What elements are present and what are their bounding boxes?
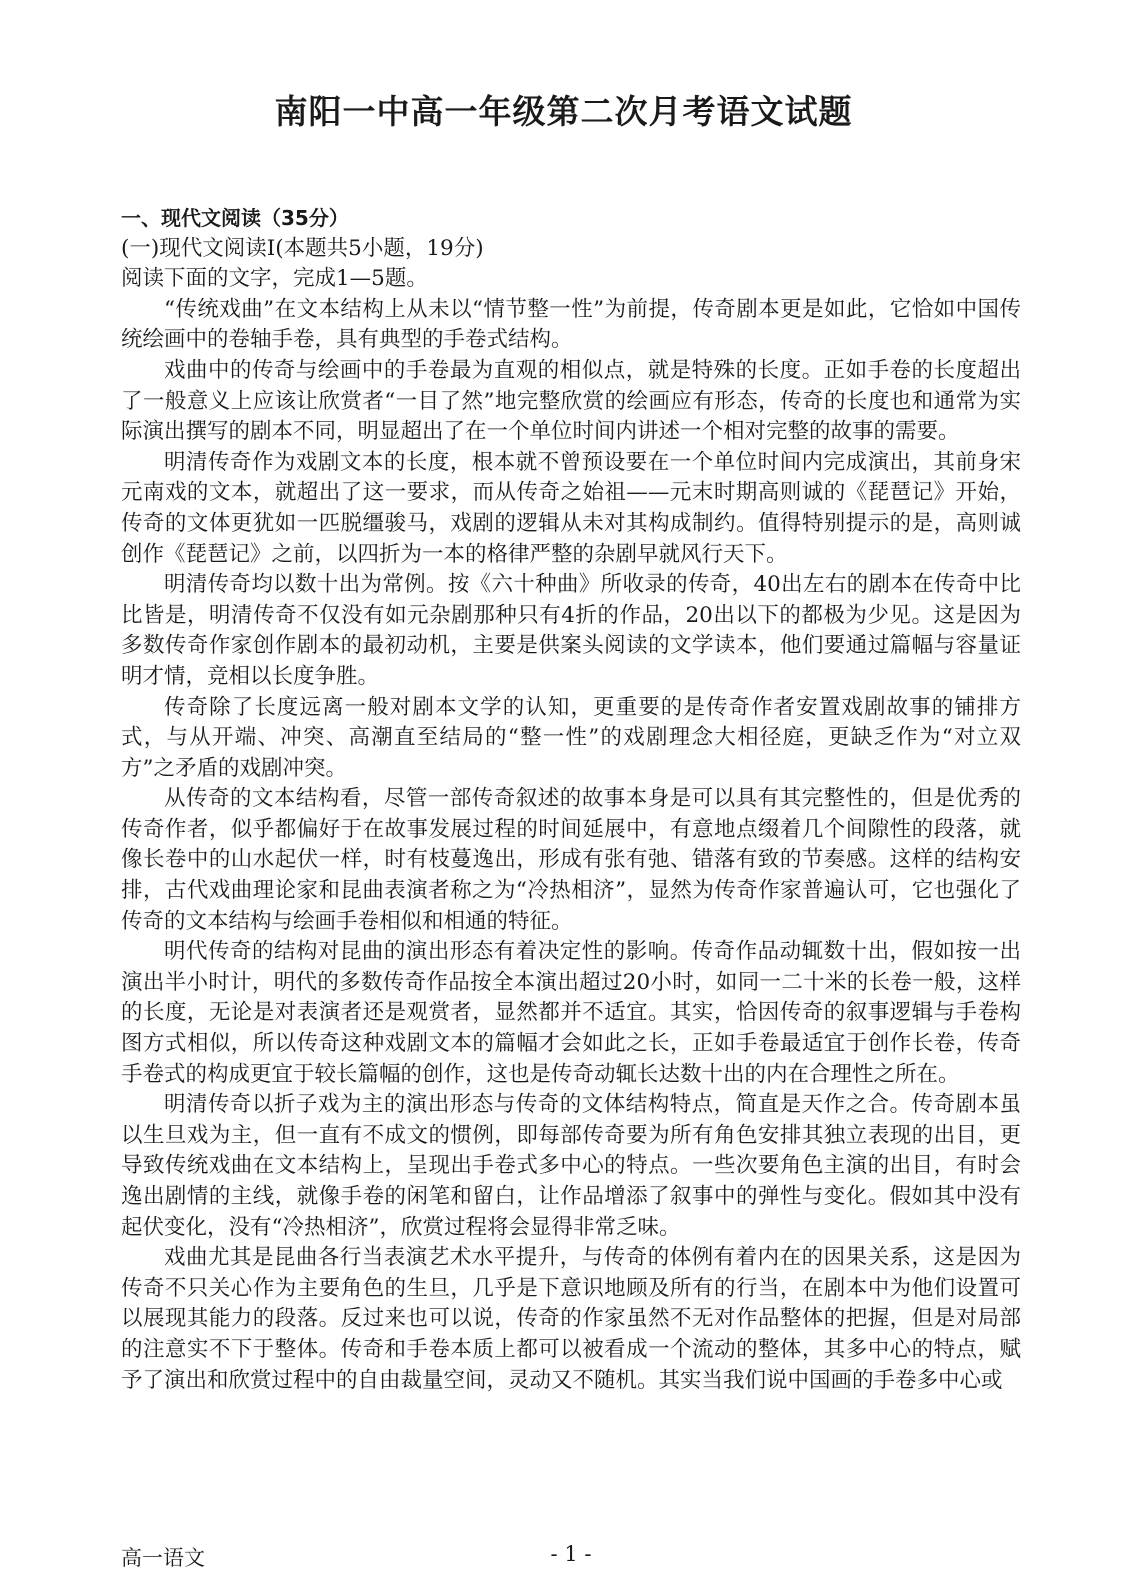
page-number: - 1 -: [550, 1542, 592, 1566]
paragraph-9: 戏曲尤其是昆曲各行当表演艺术水平提升，与传奇的体例有着内在的因果关系，这是因为传奇不只关心作为主要角色的生旦，几乎是下意识地顾及所有的行当，在剧本中为他们设置可以展现其能力的段落。反过来也可以说，传奇的作家虽然不无对作品整体的把握，但是对局部的注意实不下于整体。传奇和手卷本质上都可以被看成一个流动的整体，其多中心的特点，赋予了演出和欣赏过程中的自由裁量空间，灵动又不随机。其实当我们说中国画的手卷多中心或: [121, 1245, 1021, 1393]
paragraph-8: 明清传奇以折子戏为主的演出形态与传奇的文体结构特点，简直是天作之合。传奇剧本虽以生旦戏为主，但一直有不成文的惯例，即每部传奇要为所有角色安排其独立表现的出目，更导致传统戏曲在文本结构上，呈现出手卷式多中心的特点。一些次要角色主演的出目，有时会逸出剧情的主线，就像手卷的闲笔和留白，让作品增添了叙事中的弹性与变化。假如其中没有起伏变化，没有“冷热相济”，欣赏过程将会显得非常乏味。: [121, 1092, 1021, 1240]
footer-subject: 高一语文: [121, 1546, 205, 1570]
paragraph-2: 戏曲中的传奇与绘画中的手卷最为直观的相似点，就是特殊的长度。正如手卷的长度超出了一般意义上应该让欣赏者“一目了然”地完整欣赏的绘画应有形态，传奇的长度也和通常为实际演出撰写的剧本不同，明显超出了在一个单位时间内讲述一个相对完整的故事的需要。: [121, 357, 1021, 445]
reading-instruction: 阅读下面的文字，完成1—5题。: [121, 266, 428, 292]
paragraph-1: “传统戏曲”在文本结构上从未以“情节整一性”为前提，传奇剧本更是如此，它恰如中国传统绘画中的卷轴手卷，具有典型的手卷式结构。: [121, 296, 1021, 353]
paragraph-7: 明代传奇的结构对昆曲的演出形态有着决定性的影响。传奇作品动辄数十出，假如按一出演出半小时计，明代的多数传奇作品按全本演出超过20小时，如同一二十米的长卷一般，这样的长度，无论是对表演者还是观赏者，显然都并不适宜。其实，恰因传奇的叙事逻辑与手卷构图方式相似，所以传奇这种戏剧文本的篇幅才会如此之长，正如手卷最适宜于创作长卷，传奇手卷式的构成更宜于较长篇幅的创作，这也是传奇动辄长达数十出的内在合理性之所在。: [121, 939, 1021, 1087]
page-content: [121, 203, 1021, 1396]
paragraph-3: 明清传奇作为戏剧文本的长度，根本就不曾预设要在一个单位时间内完成演出，其前身宋元南戏的文本，就超出了这一要求，而从传奇之始祖——元末时期高则诚的《琵琶记》开始，传奇的文体更犹如一匹脱缰骏马，戏剧的逻辑从未对其构成制约。值得特别提示的是，高则诚创作《琵琶记》之前，以四折为一本的格律严整的杂剧早就风行天下。: [121, 449, 1021, 567]
paragraph-5: 传奇除了长度远离一般对剧本文学的认知，更重要的是传奇作者安置戏剧故事的铺排方式，与从开端、冲突、高潮直至结局的“整一性”的戏剧理念大相径庭，更缺乏作为“对立双方”之矛盾的戏剧冲突。: [121, 694, 1021, 781]
page-title: 南阳一中高一年级第二次月考语文试题: [274, 92, 853, 131]
subsection-heading: (一)现代文阅读Ⅰ(本题共5小题，19分): [121, 235, 484, 261]
paragraph-4: 明清传奇均以数十出为常例。按《六十种曲》所收录的传奇，40出左右的剧本在传奇中比比皆是，明清传奇不仅没有如元杂剧那种只有4折的作品，20出以下的都极为少见。这是因为多数传奇作家创作剧本的最初动机，主要是供案头阅读的文学读本，他们要通过篇幅与容量证明才情，竞相以长度争胜。: [121, 572, 1021, 689]
paragraph-6: 从传奇的文本结构看，尽管一部传奇叙述的故事本身是可以具有其完整性的，但是优秀的传奇作者，似乎都偏好于在故事发展过程的时间延展中，有意地点缀着几个间隙性的段落，就像长卷中的山水起伏一样，时有枝蔓逸出，形成有张有弛、错落有致的节奏感。这样的结构安排，古代戏曲理论家和昆曲表演者称之为“冷热相济”，显然为传奇作家普遍认可，它也强化了传奇的文本结构与绘画手卷相似和相通的特征。: [121, 786, 1021, 934]
section-heading: 一、现代文阅读（35分）: [121, 206, 349, 230]
